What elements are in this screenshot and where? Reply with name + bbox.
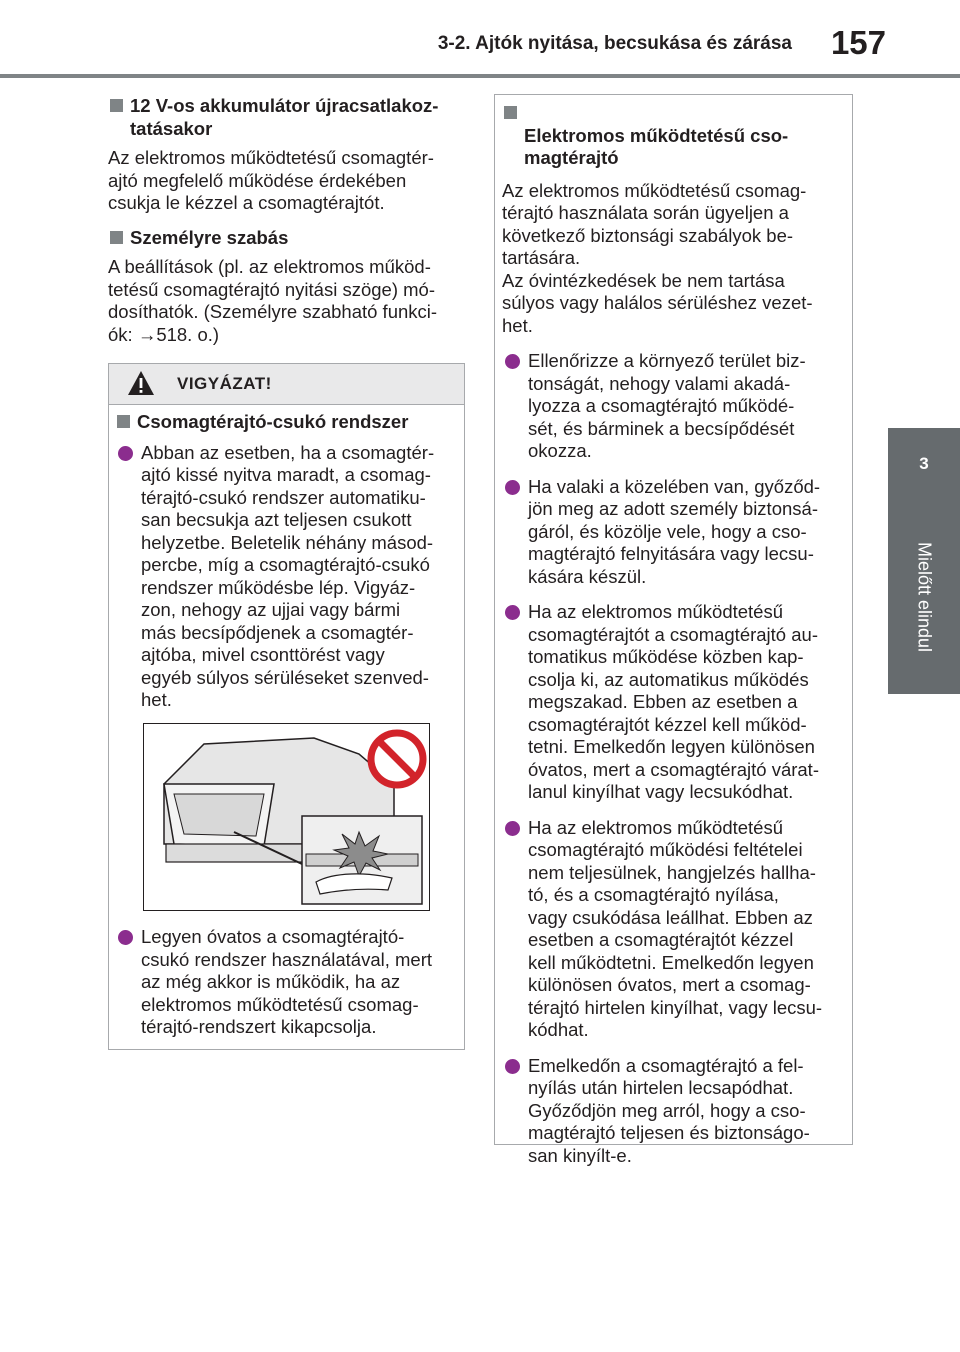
safety-bullet: Ellenőrizze a környező terület biz- tonságát, nehogy valami akadá- lyozza a csomagtérajtó működé- sét, és bárminek a becsípődését okozza. xyxy=(502,350,842,463)
warning-bullet: Legyen óvatos a csomagtérajtó- csukó rendszer használatával, mert az még akkor is működik, ha az elektromos működtetésű csomag- térajtó-rendszert kikapcsolja. xyxy=(115,926,455,1039)
safety-bullet: Ha valaki a közelében van, győződ- jön meg az adott személy biztonsá- gáról, és közölje vele, hogy a cso- magtérajtó felnyitására vagy lecsu- kására készül. xyxy=(502,476,842,589)
car-tailgate-image xyxy=(144,724,429,910)
power-tailgate-heading: Elektromos működtetésű cso- magtérajtó xyxy=(502,102,842,170)
warning-header xyxy=(109,364,464,405)
header-divider xyxy=(0,74,960,78)
tailgate-pinch-illustration xyxy=(143,723,430,911)
safety-bullet: Ha az elektromos működtetésű csomagtérajtót a csomagtérajtó au- tomatikus működése közben kap- csolja ki, az automatikus működés megszakad. Ebben az esetben a csomagtérajtót kézzel kell működ- tetni. Emelkedőn legyen különösen óvatos, mert a csomagtérajtó várat- lanul kinyílhat vagy lecsukódhat. xyxy=(502,601,842,804)
chapter-tab-label: Mielőtt elindul xyxy=(914,541,935,653)
personal-heading: Személyre szabás xyxy=(108,227,468,250)
bullet-dot-icon xyxy=(505,821,520,836)
power-tailgate-intro: Az elektromos működtetésű csomag- térajtó használata során ügyeljen a következő biztonsági szabályok be- tartására. Az óvintézkedések be nem tartása súlyos vagy halálos sérüléshez vezet- het. xyxy=(502,179,813,336)
power-tailgate-content xyxy=(502,102,842,1167)
bullet-dot-icon xyxy=(118,930,133,945)
chapter-tab xyxy=(888,500,960,694)
warning-content xyxy=(115,411,455,712)
warning-content-2 xyxy=(115,926,455,1039)
safety-bullet: Ha az elektromos működtetésű csomagtérajtó működési feltételei nem teljesülnek, hangjelzés hallha- tó, és a csomagtérajtó nyílása, vagy csukódása leállhat. Ebben az esetben a csomagtérajtót kézzel kell működtetni. Emelkedőn legyen különösen óvatos, mert a csomag- térajtó hirtelen kinyílhat, vagy lecsu- kódhat. xyxy=(502,817,842,1042)
square-bullet-icon xyxy=(504,106,517,119)
safety-bullet: Emelkedőn a csomagtérajtó a fel- nyílás után hirtelen lecsapódhat. Győződjön meg arról, hogy a cso- magtérajtó teljesen és biztonságo- san kinyílt-e. xyxy=(502,1055,842,1168)
personal-text: A beállítások (pl. az elektromos működ- tetésű csomagtérajtó nyitási szöge) mó- dosíthatók. (Személyre szabható funkci- ók: →518. o.) xyxy=(108,256,438,345)
left-column xyxy=(108,95,468,346)
square-bullet-icon xyxy=(110,231,123,244)
battery-heading: 12 V-os akkumulátor újracsatlakoz- tatásakor xyxy=(108,95,468,140)
square-bullet-icon xyxy=(117,415,130,428)
warning-label: VIGYÁZAT! xyxy=(177,374,272,393)
chapter-tab-number: 3 xyxy=(888,428,960,500)
bullet-dot-icon xyxy=(505,605,520,620)
warning-bullet: Abban az esetben, ha a csomagtér- ajtó kissé nyitva maradt, a csomag- térajtó-csukó rendszer automatiku- san becsukja azt teljesen csukott helyzetbe. Beletelik néhány másod- percbe, míg a csomagtérajtó-csukó rendszer működésbe lép. Vigyáz- zon, nehogy az ujjai vagy bármi más becsípődjenek a csomagtér- ajtóba, mivel csonttörést vagy egyéb súlyos sérüléseket szenved- het. xyxy=(115,442,455,712)
square-bullet-icon xyxy=(110,99,123,112)
bullet-dot-icon xyxy=(505,1059,520,1074)
page-number: 157 xyxy=(830,24,886,61)
warning-subheading: Csomagtérajtó-csukó rendszer xyxy=(115,411,455,434)
bullet-dot-icon xyxy=(118,446,133,461)
power-tailgate-box xyxy=(494,94,853,1166)
bullet-dot-icon xyxy=(505,480,520,495)
warning-triangle-icon xyxy=(127,370,155,396)
warning-box xyxy=(108,363,465,1050)
battery-text: Az elektromos működtetésű csomagtér- ajtó megfelelő működése érdekében csukja le kézzel a csomagtérajtót. xyxy=(108,147,434,213)
section-title: 3-2. Ajtók nyitása, becsukása és zárása xyxy=(437,33,792,54)
bullet-dot-icon xyxy=(505,354,520,369)
